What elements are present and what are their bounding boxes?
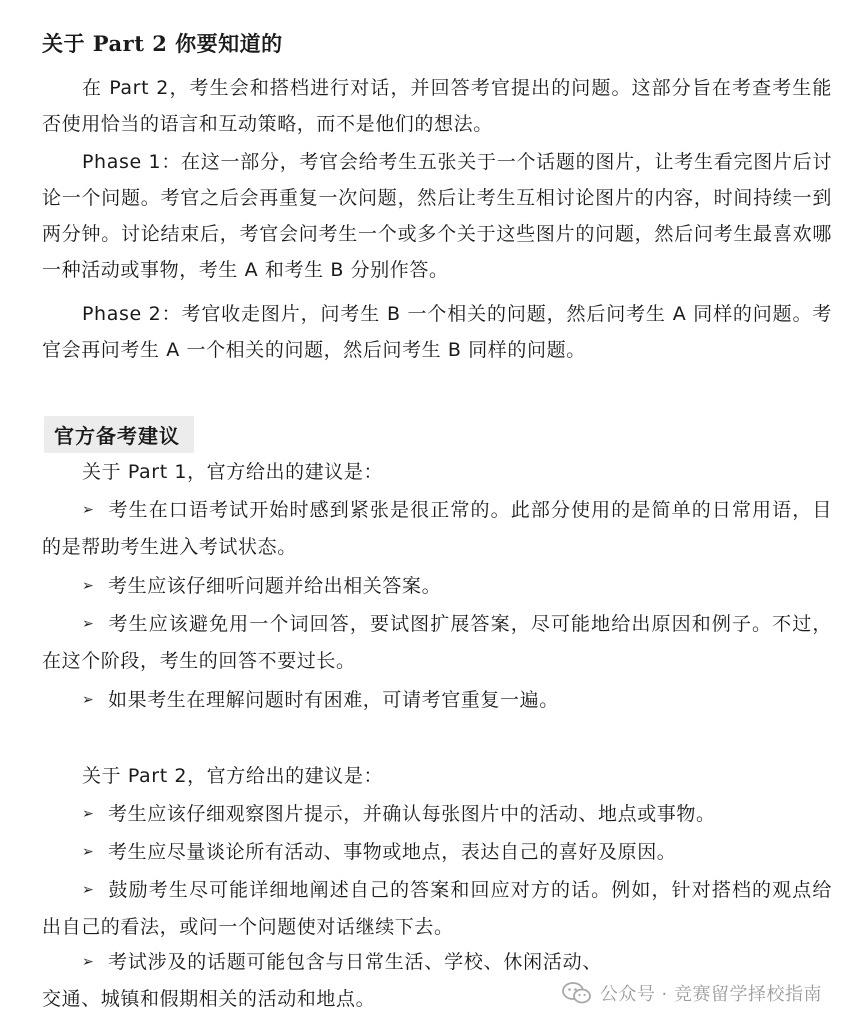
part1-bullet-4	[42, 682, 832, 719]
bullet-arrow-icon: ➢	[82, 954, 95, 970]
part2-bullet-3	[42, 872, 832, 946]
bullet-arrow-icon: ➢	[82, 844, 95, 860]
watermark-text: 公众号 · 竞赛留学择校指南	[599, 984, 822, 1005]
part2-bullet-1	[42, 796, 832, 833]
phase1-paragraph: Phase 1：在这一部分，考官会给考生五张关于一个话题的图片，让考生看完图片后讨论一个问题。考官之后会再重复一次问题，然后让考生互相讨论图片的内容，时间持续一到两分钟。讨论结束后，考官会问考生一个或多个关于这些图片的问题，然后问考生最喜欢哪一种活动或事物，考生 A 和考生 B 分别作答。	[42, 151, 832, 281]
official-advice-heading: 官方备考建议	[54, 424, 180, 448]
bullet-text: 考生应尽量谈论所有活动、事物或地点，表达自己的喜好及原因。	[108, 841, 677, 863]
bullet-arrow-icon: ➢	[82, 692, 95, 708]
bullet-arrow-icon: ➢	[82, 578, 95, 594]
wechat-watermark	[562, 980, 822, 1006]
part2-advice-intro: 关于 Part 2，官方给出的建议是：	[82, 765, 384, 787]
bullet-text: 考生应该避免用一个词回答，要试图扩展答案，尽可能地给出原因和例子。不过，在这个阶段，考生的回答不要过长。	[42, 613, 832, 672]
bullet-arrow-icon: ➢	[82, 806, 95, 822]
part1-bullet-1	[42, 492, 832, 566]
part2-intro-paragraph: 在 Part 2，考生会和搭档进行对话，并回答考官提出的问题。这部分旨在考查考生能否使用恰当的语言和互动策略，而不是他们的想法。	[42, 77, 832, 135]
bullet-text: 考生应该仔细听问题并给出相关答案。	[108, 575, 442, 597]
part1-bullet-2	[42, 568, 832, 605]
bullet-arrow-icon: ➢	[82, 616, 95, 632]
bullet-text: 如果考生在理解问题时有困难，可请考官重复一遍。	[108, 689, 559, 711]
part2-bullet-4	[42, 944, 602, 1018]
bullet-text: 考生应该仔细观察图片提示，并确认每张图片中的活动、地点或事物。	[108, 803, 716, 825]
part1-bullet-3	[42, 606, 832, 680]
official-advice-heading-box	[44, 416, 194, 453]
wechat-icon	[562, 981, 592, 1005]
section-title-part2: 关于 Part 2 你要知道的	[42, 31, 283, 56]
part2-bullet-2	[42, 834, 832, 871]
bullet-text: 考生在口语考试开始时感到紧张是很正常的。此部分使用的是简单的日常用语，目的是帮助考生进入考试状态。	[42, 499, 832, 558]
bullet-arrow-icon: ➢	[82, 502, 95, 518]
bullet-text: 考试涉及的话题可能包含与日常生活、学校、休闲活动、交通、城镇和假期相关的活动和地点。	[42, 951, 602, 1010]
bullet-text: 鼓励考生尽可能详细地阐述自己的答案和回应对方的话。例如，针对搭档的观点给出自己的看法，或问一个问题使对话继续下去。	[42, 879, 832, 938]
phase2-paragraph: Phase 2：考官收走图片，问考生 B 一个相关的问题，然后问考生 A 同样的问题。考官会再问考生 A 一个相关的问题，然后问考生 B 同样的问题。	[42, 303, 832, 361]
part1-advice-intro: 关于 Part 1，官方给出的建议是：	[82, 461, 384, 483]
bullet-arrow-icon: ➢	[82, 882, 95, 898]
